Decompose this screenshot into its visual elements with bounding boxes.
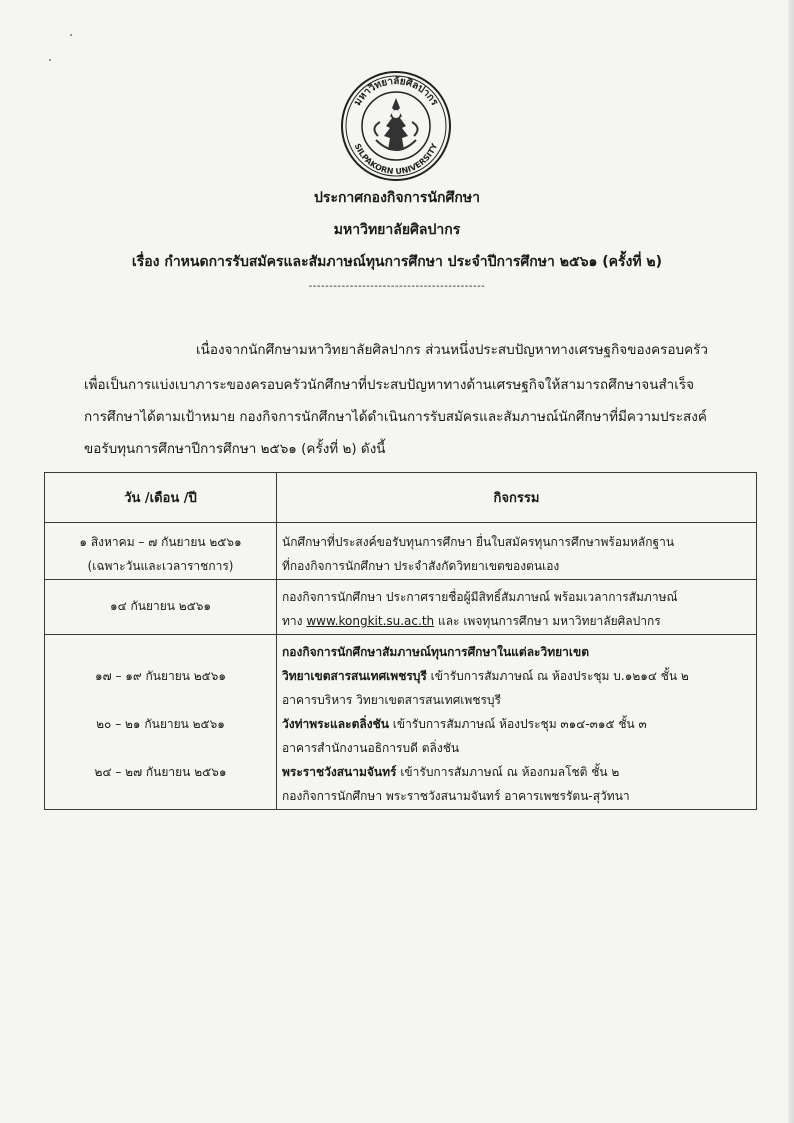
page-edge-shadow bbox=[788, 0, 794, 1123]
campus-detail: เข้ารับการสัมภาษณ์ ณ ห้องกมลโชติ ชั้น ๒ bbox=[400, 765, 620, 779]
campus-detail: กองกิจการนักศึกษา พระราชวังสนามจันทร์ อาคารเพชรรัตน-สุวัทนา bbox=[282, 789, 630, 803]
announcement-issuer: ประกาศกองกิจการนักศึกษา bbox=[314, 190, 480, 206]
activity-cell bbox=[277, 523, 757, 580]
scan-speck bbox=[49, 59, 51, 61]
campus-detail: อาคารบริหาร วิทยาเขตสารสนเทศเพชรบุรี bbox=[282, 693, 501, 707]
interview-heading: กองกิจการนักศึกษาสัมภาษณ์ทุนการศึกษาในแต่ละวิทยาเขต bbox=[282, 645, 590, 659]
campus-name: พระราชวังสนามจันทร์ bbox=[282, 765, 397, 779]
table-row bbox=[45, 580, 757, 635]
intro-paragraph-line: เพื่อเป็นการแบ่งเบาภาระของครอบครัวนักศึกษาที่ประสบปัญหาทางด้านเศรษฐกิจให้สามารถศึกษาจนสำเร็จ bbox=[84, 377, 695, 393]
date-cell bbox=[45, 580, 277, 635]
website-link[interactable]: www.kongkit.su.ac.th bbox=[306, 614, 435, 628]
activity-cell bbox=[277, 635, 757, 810]
university-name: มหาวิทยาลัยศิลปากร bbox=[333, 222, 461, 238]
header-date: วัน /เดือน /ปี bbox=[45, 473, 277, 523]
activity-suffix: และ เพจทุนการศึกษา มหาวิทยาลัยศิลปากร bbox=[437, 614, 661, 628]
svg-text:มหาวิทยาลัยศิลปากร: มหาวิทยาลัยศิลปากร bbox=[352, 75, 440, 108]
heading-divider: ------------------------------------------- bbox=[308, 281, 486, 292]
svg-text:SILPAKORN UNIVERSITY: SILPAKORN UNIVERSITY bbox=[352, 142, 440, 177]
campus-interview bbox=[282, 712, 755, 736]
date-cell bbox=[45, 635, 277, 810]
activity-text bbox=[282, 609, 755, 633]
table-header-row bbox=[45, 473, 757, 523]
campus-detail: เข้ารับการสัมภาษณ์ ณ ห้องประชุม บ.๑๒๑๔ ชั้น ๒ bbox=[430, 669, 689, 683]
intro-paragraph-line: เนื่องจากนักศึกษามหาวิทยาลัยศิลปากร ส่วนหนึ่งประสบปัญหาทางเศรษฐกิจของครอบครัว bbox=[196, 342, 708, 358]
announcement-subject: เรื่อง กำหนดการรับสมัครและสัมภาษณ์ทุนการศึกษา ประจำปีการศึกษา ๒๕๖๑ (ครั้งที่ ๒) bbox=[131, 254, 663, 270]
activity-text: ที่กองกิจการนักศึกษา ประจำสังกัดวิทยาเขตของตนเอง bbox=[282, 559, 560, 573]
table-row bbox=[45, 523, 757, 580]
campus-name: วังท่าพระและตลิ่งชัน bbox=[282, 717, 389, 731]
activity-text: นักศึกษาที่ประสงค์ขอรับทุนการศึกษา ยื่นใบสมัครทุนการศึกษาพร้อมหลักฐาน bbox=[282, 535, 675, 549]
campus-interview bbox=[282, 760, 755, 784]
campus-detail: อาคารสำนักงานอธิการบดี ตลิ่งชัน bbox=[282, 741, 460, 755]
date-text: ๒๔ – ๒๗ กันยายน ๒๕๖๑ bbox=[94, 765, 227, 779]
header-activity: กิจกรรม bbox=[277, 473, 757, 523]
intro-paragraph-line: การศึกษาได้ตามเป้าหมาย กองกิจการนักศึกษาได้ดำเนินการรับสมัครและสัมภาษณ์นักศึกษาที่มีความประสงค์ bbox=[84, 409, 707, 425]
intro-paragraph-line: ขอรับทุนการศึกษาปีการศึกษา ๒๕๖๑ (ครั้งที่ ๒) ดังนี้ bbox=[84, 441, 386, 457]
campus-name: วิทยาเขตสารสนเทศเพชรบุรี bbox=[282, 669, 427, 683]
activity-cell bbox=[277, 580, 757, 635]
campus-detail: เข้ารับการสัมภาษณ์ ห้องประชุม ๓๑๔-๓๑๕ ชั้น ๓ bbox=[392, 717, 647, 731]
campus-interview bbox=[282, 664, 755, 688]
schedule-table bbox=[44, 472, 757, 810]
activity-prefix: ทาง bbox=[282, 614, 303, 628]
date-text: ๑ สิงหาคม – ๗ กันยายน ๒๕๖๑ bbox=[79, 535, 242, 549]
scan-speck bbox=[70, 34, 72, 36]
date-text: ๑๔ กันยายน ๒๕๖๑ bbox=[109, 599, 212, 613]
date-text: ๒๐ – ๒๑ กันยายน ๒๕๖๑ bbox=[96, 717, 225, 731]
date-note: (เฉพาะวันและเวลาราชการ) bbox=[87, 559, 234, 573]
table-row bbox=[45, 635, 757, 810]
date-cell bbox=[45, 523, 277, 580]
activity-text: กองกิจการนักศึกษา ประกาศรายชื่อผู้มีสิทธิ์สัมภาษณ์ พร้อมเวลาการสัมภาษณ์ bbox=[282, 590, 678, 604]
university-seal-icon bbox=[340, 70, 452, 182]
date-text: ๑๗ – ๑๙ กันยายน ๒๕๖๑ bbox=[94, 669, 226, 683]
